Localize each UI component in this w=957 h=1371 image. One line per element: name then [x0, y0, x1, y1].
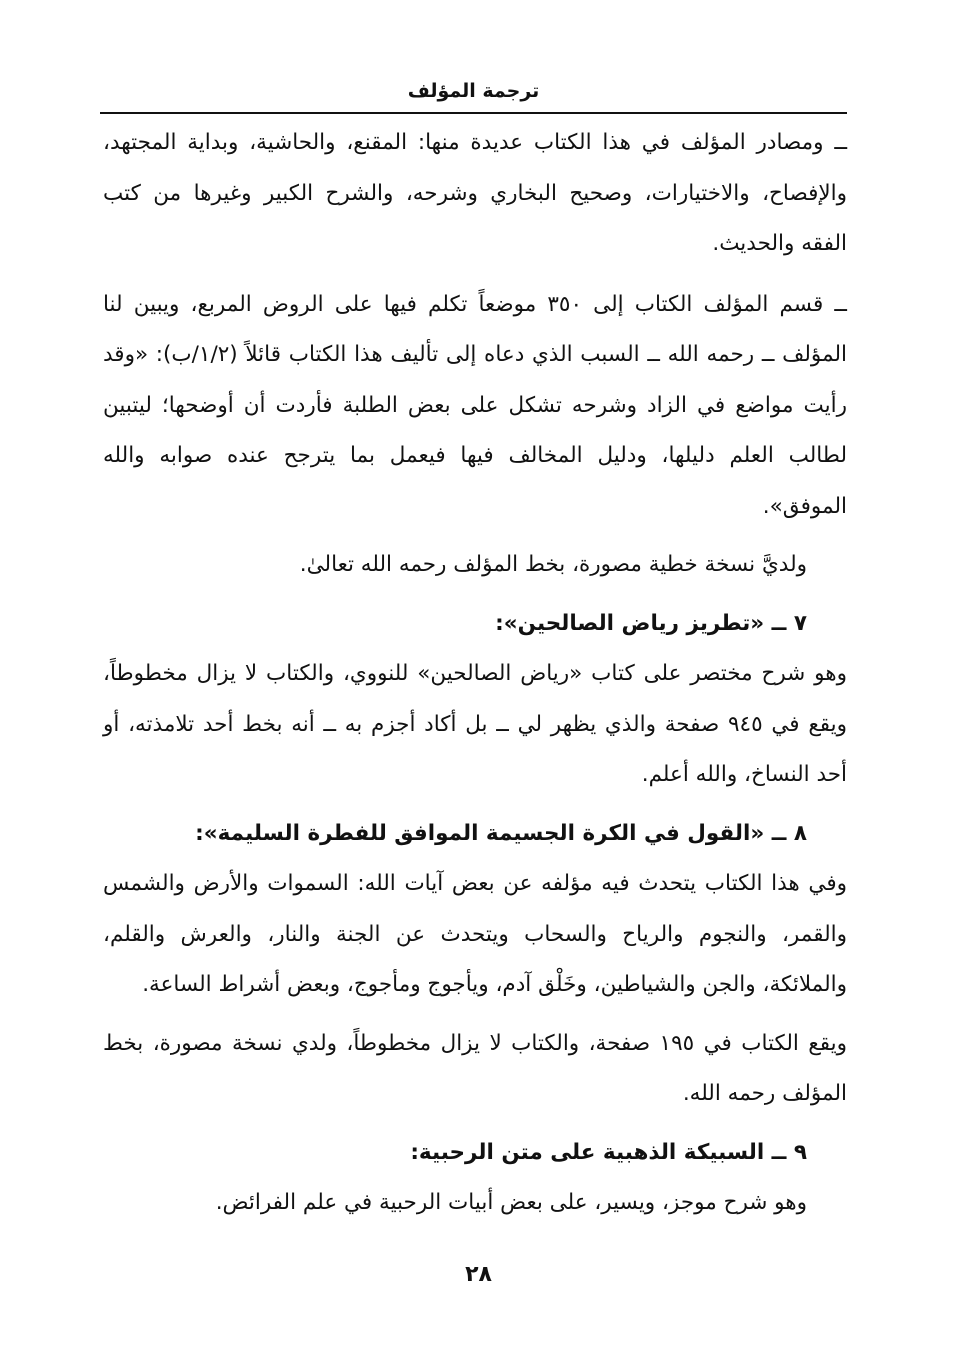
paragraph-item-8-pages: ويقع الكتاب في ١٩٥ صفحة، والكتاب لا يزال مخطوطاً، ولدي نسخة مصورة، بخط المؤلف رحمه الله. [103, 1030, 847, 1106]
paragraph-item-7: وهو شرح مختصر على كتاب «رياض الصالحين» للنووي، والكتاب لا يزال مخطوطاً، ويقع في ٩٤٥ صفحة والذي يظهر لي ــ بل أكاد أجزم به ــ أنه بخط أحد تلامذته، أو أحد النساخ، والله أعلم. [103, 661, 848, 787]
page-number: ٢٨ [465, 1262, 492, 1287]
body-text [103, 118, 847, 1229]
paragraph-item-9: وهو شرح موجز، ويسير، على بعض أبيات الرحبية في علم الفرائض. [215, 1190, 807, 1215]
heading-item-9: ٩ ــ السبيكة الذهبية على متن الرحبية: [410, 1139, 807, 1165]
paragraph-manuscript-note: ولديَّ نسخة خطية مصورة، بخط المؤلف رحمه الله تعالىٰ. [299, 552, 807, 577]
paragraph-item-8: وفي هذا الكتاب يتحدث فيه مؤلفه عن بعض آيات الله: السموات والأرض والشمس والقمر، والنجوم والرياح والسحاب ويتحدث عن الجنة والنار، والعرش والقلم، والملائكة، والجن والشياطين، وخَلْق آدم، ويأجوج ومأجوج، وبعض أشراط الساعة. [103, 871, 847, 997]
running-header: ترجمة المؤلف [407, 80, 540, 102]
header-divider [100, 112, 847, 114]
paragraph-divisions: ــ قسم المؤلف الكتاب إلى ٣٥٠ موضعاً تكلم فيها على الروض المربع، ويبين لنا المؤلف ــ رحمه الله ــ السبب الذي دعاه إلى تأليف هذا الكتاب قائلاً (١/٢/ب): «وقد رأيت مواضع في الزاد وشرحه تشكل على بعض الطلبة فأردت أن أوضحها؛ ليتبين لطالب العلم دليلها، ودليل المخالف فيها فيعمل بما يترجح عنده صوابه والله الموفق». [103, 291, 847, 519]
heading-item-8: ٨ ــ «القول في الكرة الجسيمة الموافق للفطرة السليمة»: [195, 820, 807, 846]
paragraph-sources: ــ ومصادر المؤلف في هذا الكتاب عديدة منها: المقنع، والحاشية، وبداية المجتهد، والإفصاح، والاختيارات، وصحيح البخاري وشرحه، والشرح الكبير وغيرها من كتب الفقه والحديث. [103, 130, 847, 256]
heading-item-7: ٧ ــ «تطريز رياض الصالحين»: [495, 610, 807, 636]
